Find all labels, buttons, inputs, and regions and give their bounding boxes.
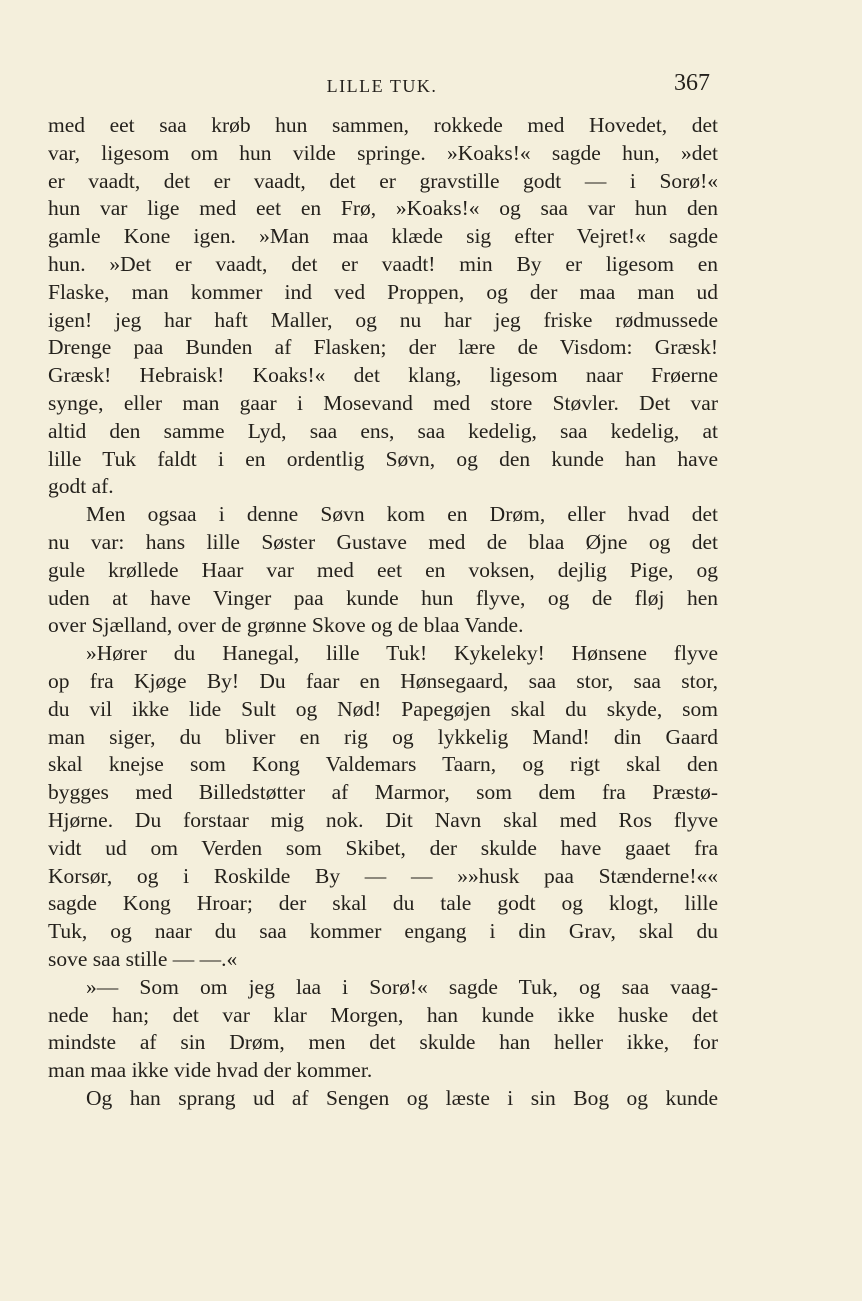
text-line: gamle Kone igen. »Man maa klæde sig efter Vejret!« sagde xyxy=(48,224,718,249)
text-line: Hjørne. Du forstaar mig nok. Dit Navn skal med Ros flyve xyxy=(48,807,718,832)
text-line: nede han; det var klar Morgen, han kunde ikke huske det xyxy=(48,1002,718,1027)
text-line: Tuk, og naar du saa kommer engang i din Grav, skal du xyxy=(48,919,718,944)
text-line: gule krøllede Haar var med eet en voksen, dejlig Pige, og xyxy=(48,557,718,582)
text-line: Drenge paa Bunden af Flasken; der lære de Visdom: Græsk! xyxy=(48,335,718,360)
text-line: var, ligesom om hun vilde springe. »Koaks!« sagde hun, »det xyxy=(48,140,718,165)
text-line: op fra Kjøge By! Du faar en Hønsegaard, saa stor, saa stor, xyxy=(48,668,718,693)
text-line: er vaadt, det er vaadt, det er gravstille godt — i Sorø!« xyxy=(48,168,718,193)
running-head xyxy=(48,70,716,100)
text-line: skal knejse som Kong Valdemars Taarn, og rigt skal den xyxy=(48,752,718,777)
text-line: bygges med Billedstøtter af Marmor, som dem fra Præstø- xyxy=(48,780,718,805)
text-line: Men ogsaa i denne Søvn kom en Drøm, eller hvad det xyxy=(86,502,718,527)
text-line: man maa ikke vide hvad der kommer. xyxy=(48,1058,373,1083)
text-line: lille Tuk faldt i en ordentlig Søvn, og den kunde han have xyxy=(48,446,718,471)
page-number: 367 xyxy=(674,70,710,96)
text-line: hun. »Det er vaadt, det er vaadt! min By er ligesom en xyxy=(48,251,718,276)
text-line: uden at have Vinger paa kunde hun flyve, og de fløj hen xyxy=(48,585,718,610)
text-line: Græsk! Hebraisk! Koaks!« det klang, ligesom naar Frøerne xyxy=(48,363,718,388)
text-line: »— Som om jeg laa i Sorø!« sagde Tuk, og saa vaag- xyxy=(86,974,718,999)
text-line: Og han sprang ud af Sengen og læste i sin Bog og kunde xyxy=(86,1085,718,1110)
text-line: godt af. xyxy=(48,474,114,499)
text-line: synge, eller man gaar i Mosevand med store Støvler. Det var xyxy=(48,390,718,415)
text-line: man siger, du bliver en rig og lykkelig Mand! din Gaard xyxy=(48,724,718,749)
text-line: vidt ud om Verden som Skibet, der skulde have gaaet fra xyxy=(48,835,718,860)
text-line: sagde Kong Hroar; der skal du tale godt og klogt, lille xyxy=(48,891,718,916)
text-line: over Sjælland, over de grønne Skove og de blaa Vande. xyxy=(48,613,524,638)
text-line: nu var: hans lille Søster Gustave med de blaa Øjne og det xyxy=(48,529,718,554)
body-text xyxy=(48,112,718,1113)
text-line: hun var lige med eet en Frø, »Koaks!« og saa var hun den xyxy=(48,196,718,221)
text-line: altid den samme Lyd, saa ens, saa kedelig, saa kedelig, at xyxy=(48,418,718,443)
text-line: Korsør, og i Roskilde By — — »»husk paa Stænderne!«« xyxy=(48,863,718,888)
text-line: »Hører du Hanegal, lille Tuk! Kykeleky! Hønsene flyve xyxy=(86,641,718,666)
text-line: du vil ikke lide Sult og Nød! Papegøjen skal du skyde, som xyxy=(48,696,718,721)
running-title: LILLE TUK. xyxy=(326,76,438,96)
text-line: sove saa stille — —.« xyxy=(48,946,238,971)
text-line: med eet saa krøb hun sammen, rokkede med Hovedet, det xyxy=(48,113,718,137)
text-line: igen! jeg har haft Maller, og nu har jeg friske rødmussede xyxy=(48,307,718,332)
text-line: mindste af sin Drøm, men det skulde han heller ikke, for xyxy=(48,1030,718,1055)
text-line: Flaske, man kommer ind ved Proppen, og der maa man ud xyxy=(48,279,718,304)
